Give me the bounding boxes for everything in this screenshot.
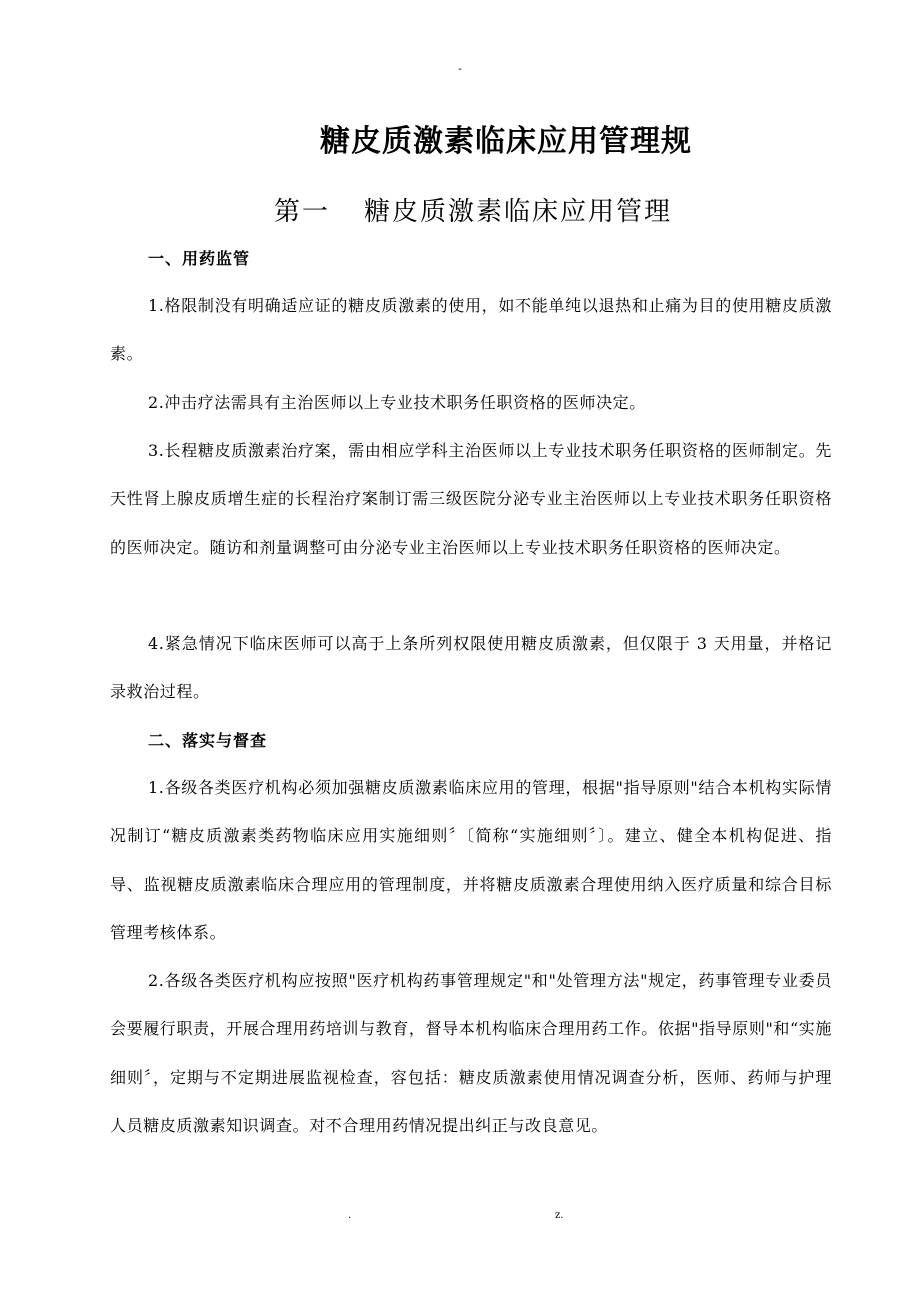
section-heading-1: 一、用药监管 [148, 249, 251, 268]
footer-right-mark: z. [555, 1210, 564, 1221]
section-heading-2: 二、落实与督查 [148, 731, 268, 750]
paragraph: 2.冲击疗法需具有主治医师以上专业技术职务任职资格的医师决定。 [148, 393, 646, 412]
paragraph: 1.格限制没有明确适应证的糖皮质激素的使用，如不能单纯以退热和止痛为目的使用糖皮质激素。 [110, 296, 832, 364]
chapter-title: 糖皮质激素临床应用管理 [364, 197, 673, 227]
chapter-heading [0, 192, 920, 232]
paragraph: 1.各级各类医疗机构必须加强糖皮质激素临床应用的管理，根据"指导原则"结合本机构实际情况制订“糖皮质激素类药物临床应用实施细则〞〔简称“实施细则〞〕。建立、健全本机构促进、指导、监视糖皮质激素临床合理应用的管理制度，并将糖皮质激素合理使用纳入医疗质量和综合目标管理考核体系。 [110, 778, 832, 942]
header-mark: - [458, 62, 462, 75]
footer-left-mark: . [348, 1210, 352, 1221]
paragraph: 2.各级各类医疗机构应按照"医疗机构药事管理规定"和"处管理方法"规定，药事管理专业委员会要履行职责，开展合理用药培训与教育，督导本机构临床合理用药工作。依据"指导原则"和“实施细则〞，定期与不定期进展监视检查，容包括：糖皮质激素使用情况调查分析，医师、药师与护理人员糖皮质激素知识调查。对不合理用药情况提出纠正与改良意见。 [110, 971, 832, 1135]
chapter-number: 第一 [273, 197, 330, 227]
paragraph: 3.长程糖皮质激素治疗案，需由相应学科主治医师以上专业技术职务任职资格的医师制定。先天性肾上腺皮质增生症的长程治疗案制订需三级医院分泌专业主治医师以上专业技术职务任职资格的医师决定。随访和剂量调整可由分泌专业主治医师以上专业技术职务任职资格的医师决定。 [110, 441, 832, 557]
paragraph: 4.紧急情况下临床医师可以高于上条所列权限使用糖皮质激素，但仅限于 3 天用量，并格记录救治过程。 [110, 634, 832, 702]
document-title: 糖皮质激素临床应用管理规 [320, 124, 692, 159]
